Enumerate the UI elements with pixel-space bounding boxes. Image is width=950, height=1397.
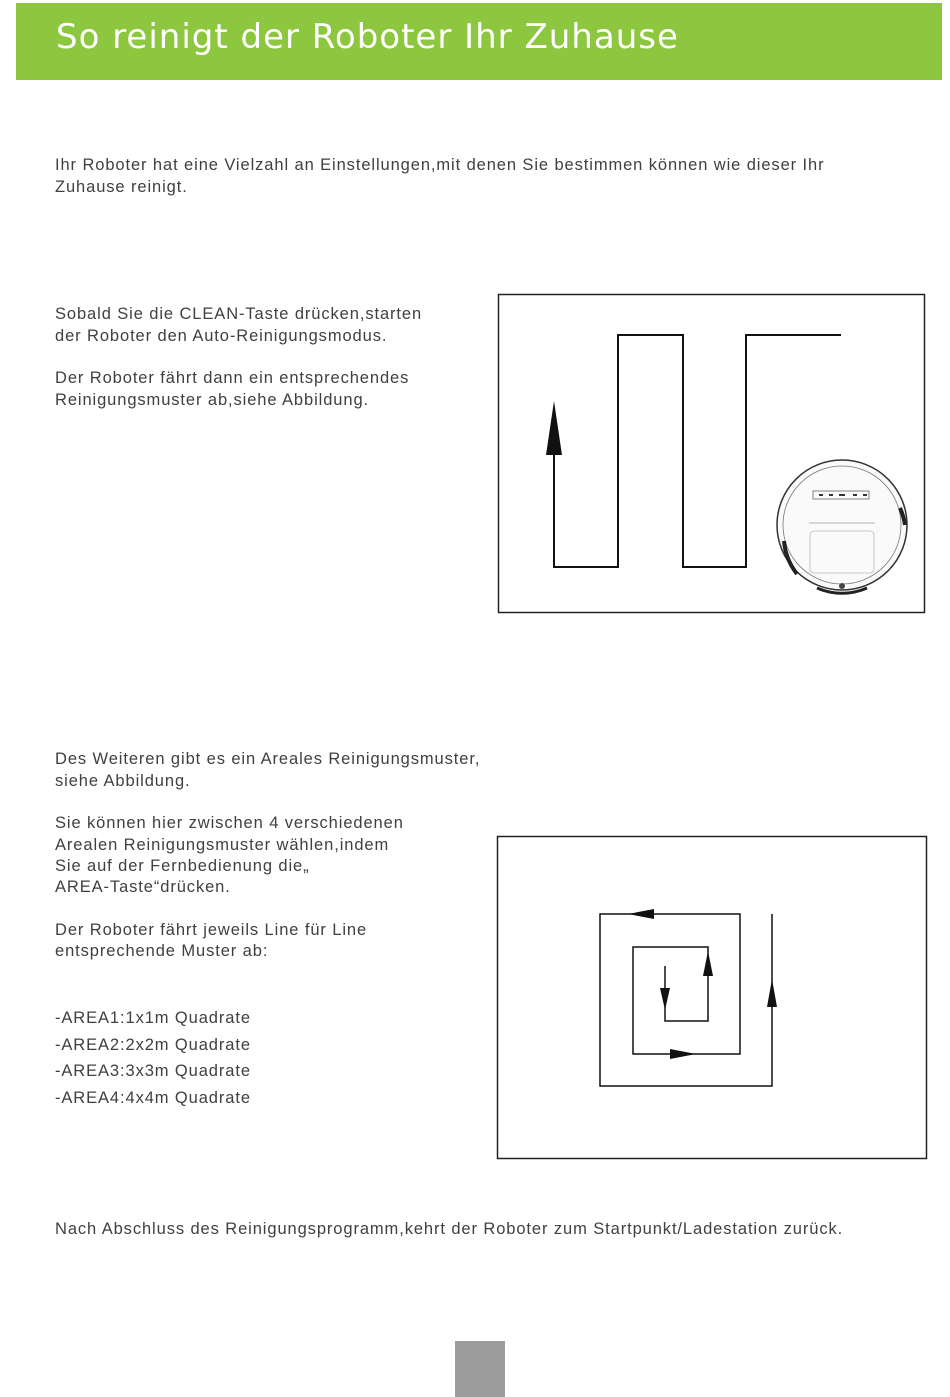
arrow-up-icon: [703, 951, 713, 976]
robot-vacuum-icon: [777, 460, 907, 593]
area-option-2: -AREA2:2x2m Quadrate: [55, 1036, 251, 1054]
area-text-3a: Der Roboter fährt jeweils Line für Line: [55, 921, 368, 939]
arrow-right-icon: [670, 1049, 696, 1059]
arrow-up-icon: [767, 979, 777, 1007]
page-title: So reinigt der Roboter Ihr Zuhause: [56, 17, 679, 57]
closing-text: Nach Abschluss des Reinigungsprogramm,kehrt der Roboter zum Startpunkt/Ladestation zurück.: [55, 1220, 844, 1238]
area-cleaning-pattern-figure: [496, 835, 929, 1161]
page-header: [16, 3, 942, 80]
area-text-2b: Arealen Reinigungsmuster wählen,indem: [55, 836, 390, 854]
area-text-2d: AREA-Taste“drücken.: [55, 878, 231, 896]
area-text-3b: entsprechende Muster ab:: [55, 942, 269, 960]
arrow-up-icon: [546, 401, 562, 455]
page-number-box: [455, 1341, 505, 1397]
auto-text-2a: Der Roboter fährt dann ein entsprechendes: [55, 369, 410, 387]
area-option-3: -AREA3:3x3m Quadrate: [55, 1062, 251, 1080]
arrow-down-icon: [660, 988, 670, 1010]
intro-line-2: Zuhause reinigt.: [55, 178, 188, 196]
auto-text-1b: der Roboter den Auto-Reinigungsmodus.: [55, 327, 388, 345]
area-text-2c: Sie auf der Fernbedienung die„: [55, 857, 310, 875]
area-text-1a: Des Weiteren gibt es ein Areales Reinigungsmuster,: [55, 750, 481, 768]
area-text-1b: siehe Abbildung.: [55, 772, 191, 790]
area-text-2a: Sie können hier zwischen 4 verschiedenen: [55, 814, 404, 832]
intro-line-1: Ihr Roboter hat eine Vielzahl an Einstellungen,mit denen Sie bestimmen können wie dieser Ihr: [55, 156, 825, 174]
auto-text-2b: Reinigungsmuster ab,siehe Abbildung.: [55, 391, 370, 409]
figure-frame: [498, 837, 927, 1159]
auto-text-1a: Sobald Sie die CLEAN-Taste drücken,starten: [55, 305, 423, 323]
area-option-1: -AREA1:1x1m Quadrate: [55, 1009, 251, 1027]
area-option-4: -AREA4:4x4m Quadrate: [55, 1089, 251, 1107]
auto-cleaning-pattern-figure: [497, 293, 927, 615]
spiral-path: [600, 914, 772, 1086]
arrow-left-icon: [628, 909, 654, 919]
